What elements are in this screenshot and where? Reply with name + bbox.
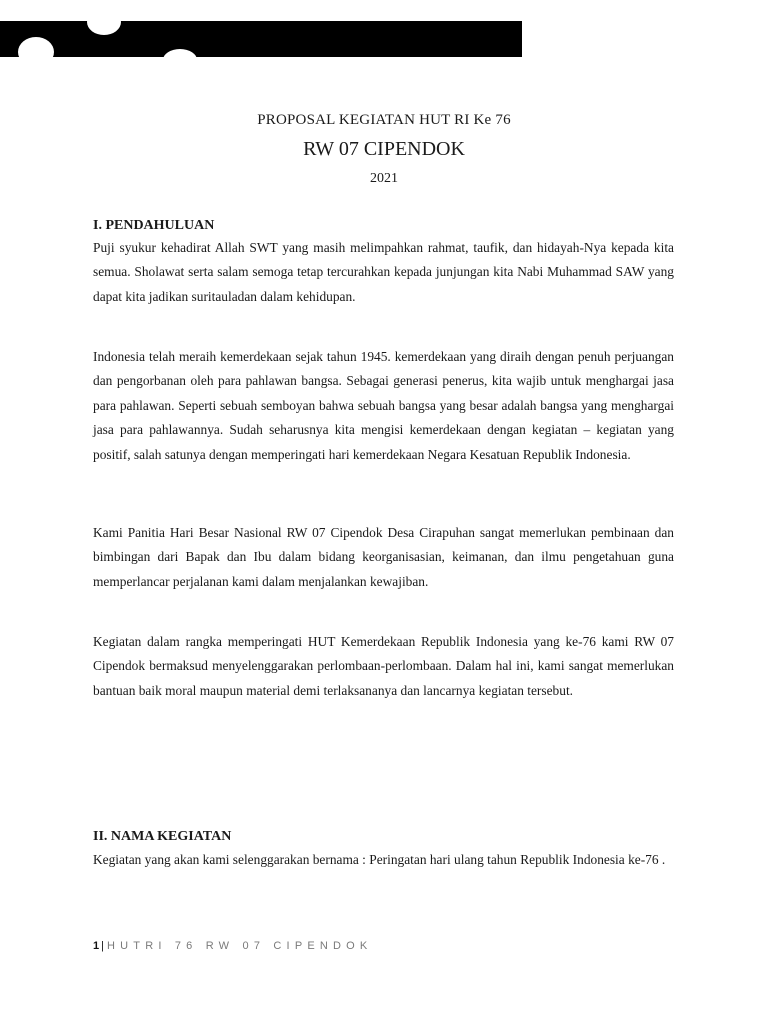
paragraph: Puji syukur kehadirat Allah SWT yang masih melimpahkan rahmat, taufik, dan hidayah-Nya kepada kita semua. Sholawat serta salam semoga tetap tercurahkan kepada junjungan kita Nabi Muhammad SAW yang dapat kita jadikan suritauladan dalam kehidupan.: [93, 240, 674, 304]
footer-separator: |: [101, 940, 104, 952]
paragraph: Kegiatan dalam rangka memperingati HUT Kemerdekaan Republik Indonesia yang ke-76 kami RW 07 Cipendok bermaksud menyelenggarakan perlombaan-perlombaan. Dalam hal ini, kami sangat memerlukan bantuan baik moral maupun material demi terlaksananya dan lancarnya kegiatan tersebut.: [93, 634, 674, 698]
decorative-dot: [18, 37, 54, 67]
paragraph: Kami Panitia Hari Besar Nasional RW 07 Cipendok Desa Cirapuhan sangat memerlukan pembinaan dan bimbingan dari Bapak dan Ibu dalam bidang keorganisasian, keimanan, dan ilmu pengetahuan guna memperlancar perjalanan kami dalam menjalankan kewajiban.: [93, 525, 674, 589]
footer-running-title: HUTRI 76 RW 07 CIPENDOK: [106, 940, 373, 952]
proposal-title: PROPOSAL KEGIATAN HUT RI Ke 76: [257, 112, 511, 128]
page-footer: [93, 940, 372, 952]
organization-title: RW 07 CIPENDOK: [303, 138, 465, 160]
decorative-dot: [163, 49, 197, 71]
section-heading-nama-kegiatan: II. NAMA KEGIATAN: [93, 829, 232, 844]
section-heading-pendahuluan: I. PENDAHULUAN: [93, 218, 215, 233]
decorative-dot: [87, 9, 121, 35]
document-year: 2021: [370, 171, 398, 186]
page-number: 1: [93, 940, 100, 952]
paragraph: Indonesia telah meraih kemerdekaan sejak tahun 1945. kemerdekaan yang diraih dengan penuh perjuangan dan pengorbanan oleh para pahlawan bangsa. Sebagai generasi penerus, kita wajib untuk menghargai jasa para pahlawan. Seperti sebuah semboyan bahwa sebuah bangsa yang besar adalah bangsa yang menghargai jasa para pahlawannya. Sudah seharusnya kita mengisi kemerdekaan dengan kegiatan – kegiatan yang positif, salah satunya dengan memperingati hari kemerdekaan Negara Kesatuan Republik Indonesia.: [93, 349, 674, 462]
paragraph: Kegiatan yang akan kami selenggarakan bernama : Peringatan hari ulang tahun Republik Indonesia ke-76 .: [93, 852, 666, 867]
header-decoration-band: [0, 21, 522, 57]
